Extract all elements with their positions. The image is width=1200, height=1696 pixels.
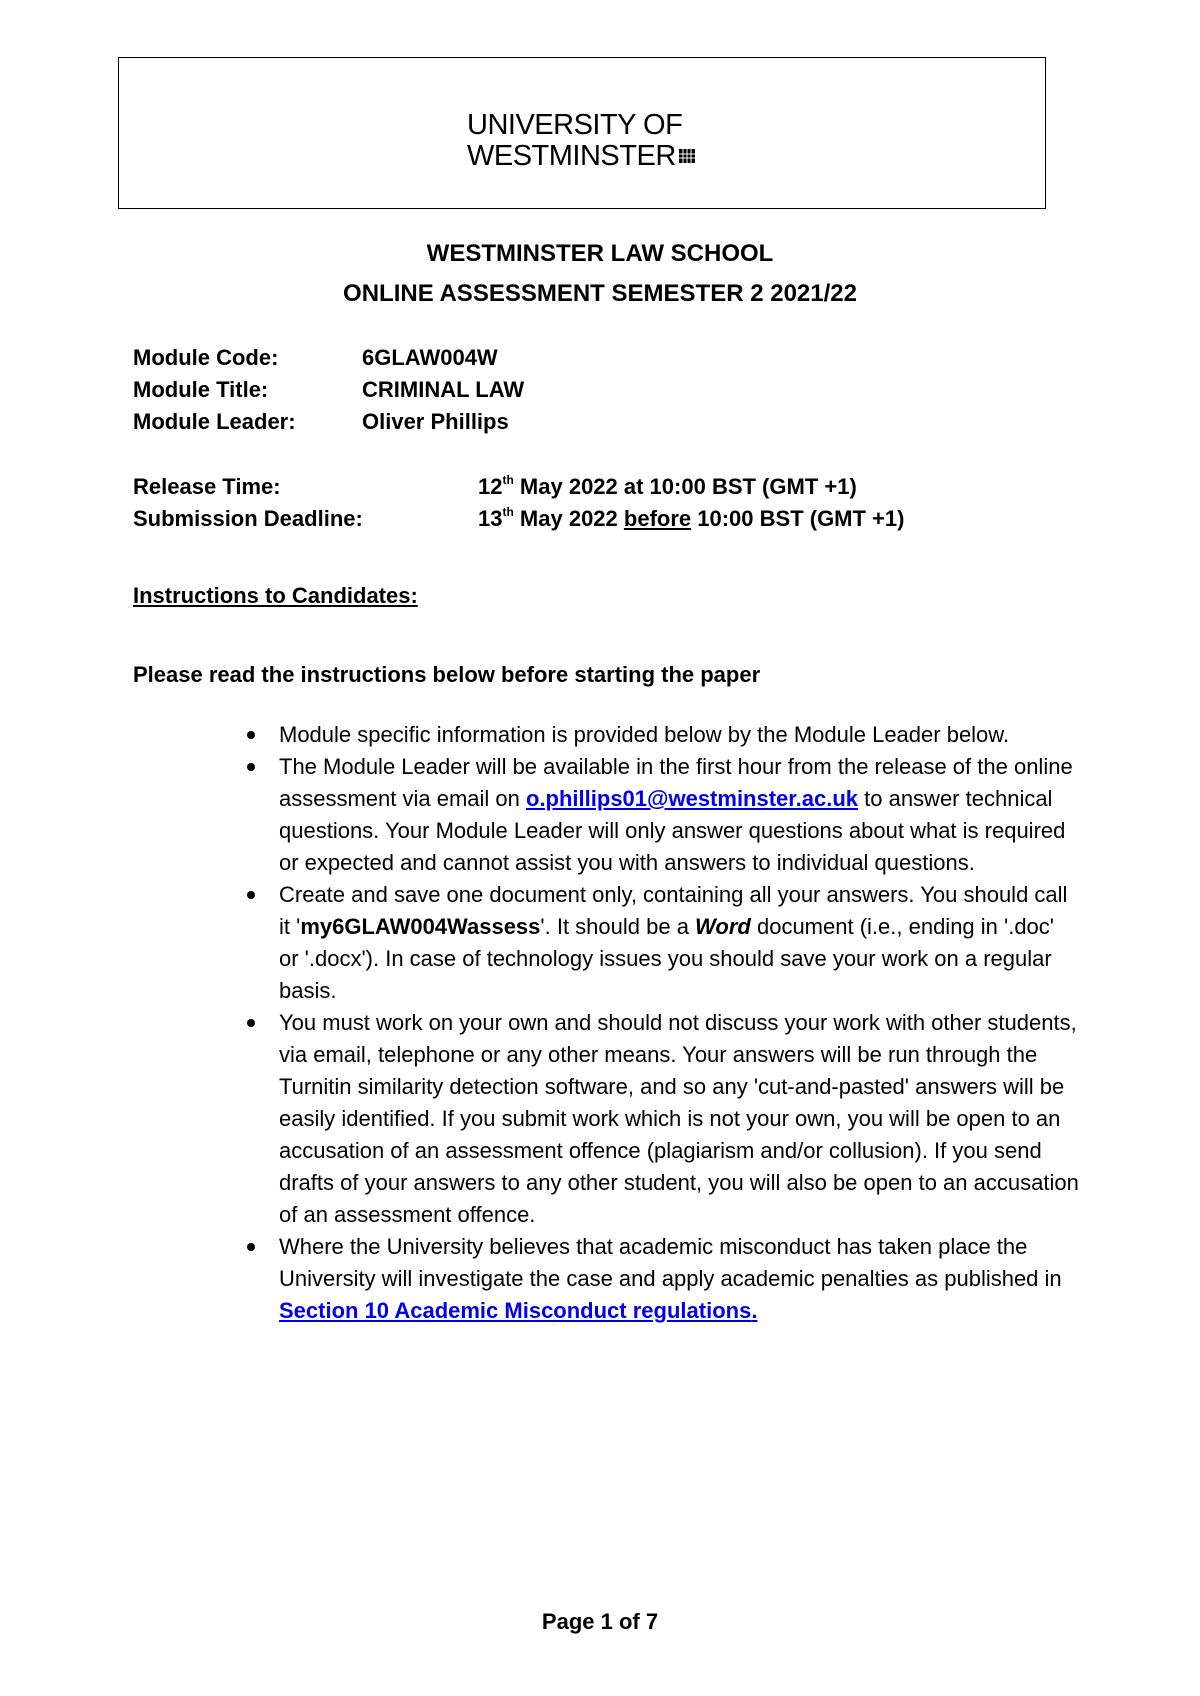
instructions-intro: Please read the instructions below before starting the paper xyxy=(133,662,761,687)
email-link[interactable]: o.phillips01@westminster.ac.uk xyxy=(526,786,859,811)
bullet-icon xyxy=(247,891,255,899)
list-item: Module specific information is provided below by the Module Leader below. xyxy=(279,719,1079,751)
logo-line-2: WESTMINSTER xyxy=(467,140,676,172)
university-logo xyxy=(467,110,695,172)
module-code-value: 6GLAW004W xyxy=(362,345,498,370)
instructions-title: Instructions to Candidates: xyxy=(133,583,418,608)
logo-box xyxy=(118,57,1046,209)
page-number: Page 1 of 7 xyxy=(541,1609,659,1634)
logo-line-1: UNIVERSITY OF xyxy=(467,109,683,141)
submission-deadline-label: Submission Deadline: xyxy=(133,506,363,531)
list-item: Where the University believes that academic misconduct has taken place the University will investigate the case and apply academic penalties as published in Section 10 Academic Misconduct regulations. xyxy=(279,1231,1079,1327)
release-time-label: Release Time: xyxy=(133,474,281,499)
submission-deadline-value: 13th May 2022 before 10:00 BST (GMT +1) xyxy=(478,505,905,531)
module-code-label: Module Code: xyxy=(133,345,279,370)
westminster-grid-icon xyxy=(679,149,695,163)
list-item: The Module Leader will be available in the first hour from the release of the online assessment via email on o.phillips01@westminster.ac.uk to answer technical questions. Your Module Leader will only answer questions about what is required or expected and cannot assist you with answers to individual questions. xyxy=(279,751,1079,879)
release-time-value: 12th May 2022 at 10:00 BST (GMT +1) xyxy=(478,473,857,499)
module-title-label: Module Title: xyxy=(133,377,269,402)
bullet-icon xyxy=(247,1243,255,1251)
module-leader-label: Module Leader: xyxy=(133,409,296,434)
bullet-icon xyxy=(247,763,255,771)
assessment-heading: ONLINE ASSESSMENT SEMESTER 2 2021/22 xyxy=(343,280,857,307)
instructions-list xyxy=(279,719,1079,1327)
module-title-value: CRIMINAL LAW xyxy=(362,377,525,402)
misconduct-regulations-link[interactable]: Section 10 Academic Misconduct regulations xyxy=(279,1298,752,1323)
module-leader-value: Oliver Phillips xyxy=(362,409,509,434)
school-heading: WESTMINSTER LAW SCHOOL xyxy=(426,240,774,267)
list-item: Create and save one document only, containing all your answers. You should call it 'my6GLAW004Wassess'. It should be a Word document (i.e., ending in '.doc' or '.docx'). In case of technology issues you should save your work on a regular basis. xyxy=(279,879,1079,1007)
list-item: You must work on your own and should not discuss your work with other students, via email, telephone or any other means. Your answers will be run through the Turnitin similarity detection software, and so any 'cut-and-pasted' answers will be easily identified. If you submit work which is not your own, you will be open to an accusation of an assessment offence (plagiarism and/or collusion). If you send drafts of your answers to any other student, you will also be open to an accusation of an assessment offence. xyxy=(279,1007,1079,1231)
bullet-icon xyxy=(247,731,255,739)
bullet-icon xyxy=(247,1019,255,1027)
